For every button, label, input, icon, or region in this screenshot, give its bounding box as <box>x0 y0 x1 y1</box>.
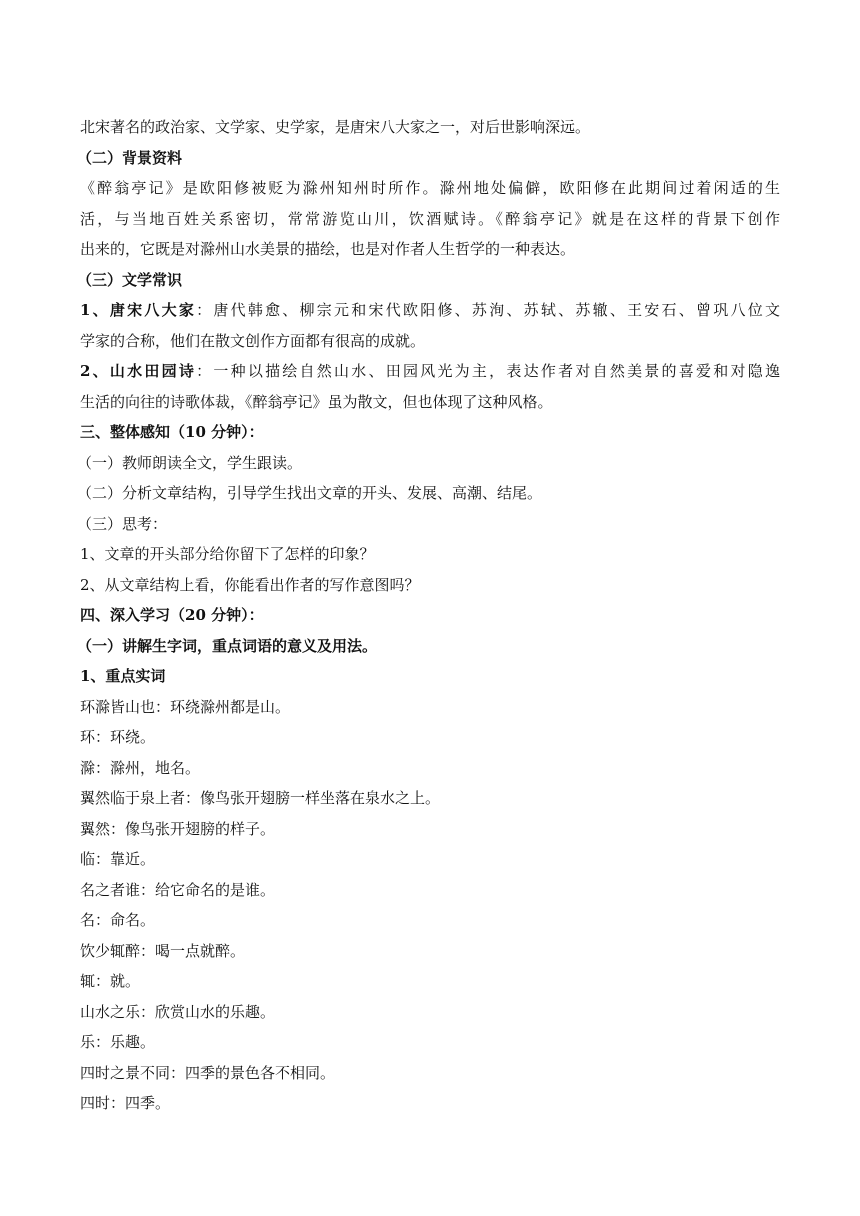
literary-item-2-line-2: 生活的向往的诗歌体裁，《醉翁亭记》虽为散文，但也体现了这种风格。 <box>80 392 553 411</box>
background-line-3: 出来的，它既是对滁州山水美景的描绘，也是对作者人生哲学的一种表达。 <box>80 240 576 258</box>
literary-item-1-text: ：唐代韩愈、柳宗元和宋代欧阳修、苏洵、苏轼、苏辙、王安石、曾巩八位文 <box>196 301 780 319</box>
literary-item-1-line-2: 学家的合称，他们在散文创作方面都有很高的成就。 <box>80 331 426 350</box>
vocab-item: 翼然：像鸟张开翅膀的样子。 <box>80 819 276 838</box>
section-4-subheading: （一）讲解生字词，重点词语的意义及用法。 <box>77 636 378 655</box>
literary-item-1-term: 1、唐宋八大家 <box>80 301 197 319</box>
section-3-heading: 三、整体感知（10 分钟）： <box>80 423 264 441</box>
vocab-item: 临：靠近。 <box>80 850 156 868</box>
literary-item-2-term: 2、山水田园诗 <box>80 362 197 380</box>
vocab-item: 四时之景不同：四季的景色各不相同。 <box>80 1063 336 1082</box>
section-3-item: （二）分析文章结构，引导学生找出文章的开头、发展、高潮、结尾。 <box>77 484 543 502</box>
vocab-item: 名之者谁：给它命名的是谁。 <box>80 880 276 899</box>
literary-heading: （三）文学常识 <box>77 270 183 289</box>
vocab-item: 名：命名。 <box>80 911 156 929</box>
section-3-item: （三）思考： <box>77 514 168 533</box>
literary-item-2-line-1 <box>80 356 780 387</box>
vocab-item: 滁：滁州，地名。 <box>80 758 201 777</box>
literary-item-2-text: ：一种以描绘自然山水、田园风光为主，表达作者对自然美景的喜爱和对隐逸 <box>196 362 780 380</box>
document-page <box>77 112 780 1119</box>
vocab-item: 饮少辄醉：喝一点就醉。 <box>80 941 246 960</box>
background-line-2: 活，与当地百姓关系密切，常常游览山川，饮酒赋诗。《醉翁亭记》就是在这样的背景下创作 <box>80 209 780 228</box>
background-line-1: 《醉翁亭记》是欧阳修被贬为滁州知州时所作。滁州地处偏僻，欧阳修在此期间过着闲适的生 <box>80 179 780 197</box>
background-heading: （二）背景资料 <box>77 148 183 167</box>
vocab-item: 环滁皆山也：环绕滁州都是山。 <box>80 697 291 716</box>
vocab-item: 四时：四季。 <box>80 1094 171 1112</box>
intro-line: 北宋著名的政治家、文学家、史学家，是唐宋八大家之一，对后世影响深远。 <box>80 118 591 136</box>
section-4-heading: 四、深入学习（20 分钟）： <box>80 606 264 624</box>
section-3-item: 1、文章的开头部分给你留下了怎样的印象？ <box>80 545 375 563</box>
vocab-item: 乐：乐趣。 <box>80 1033 156 1051</box>
vocab-item: 环：环绕。 <box>80 728 156 746</box>
section-3-item: 2、从文章结构上看，你能看出作者的写作意图吗？ <box>80 575 420 594</box>
vocab-item: 山水之乐：欣赏山水的乐趣。 <box>80 1002 276 1021</box>
vocab-item: 辄：就。 <box>80 972 141 990</box>
vocab-heading: 1、重点实词 <box>80 667 166 685</box>
vocab-item: 翼然临于泉上者：像鸟张开翅膀一样坐落在泉水之上。 <box>80 789 441 807</box>
section-3-item: （一）教师朗读全文，学生跟读。 <box>77 453 303 472</box>
literary-item-1-line-1 <box>80 295 780 326</box>
